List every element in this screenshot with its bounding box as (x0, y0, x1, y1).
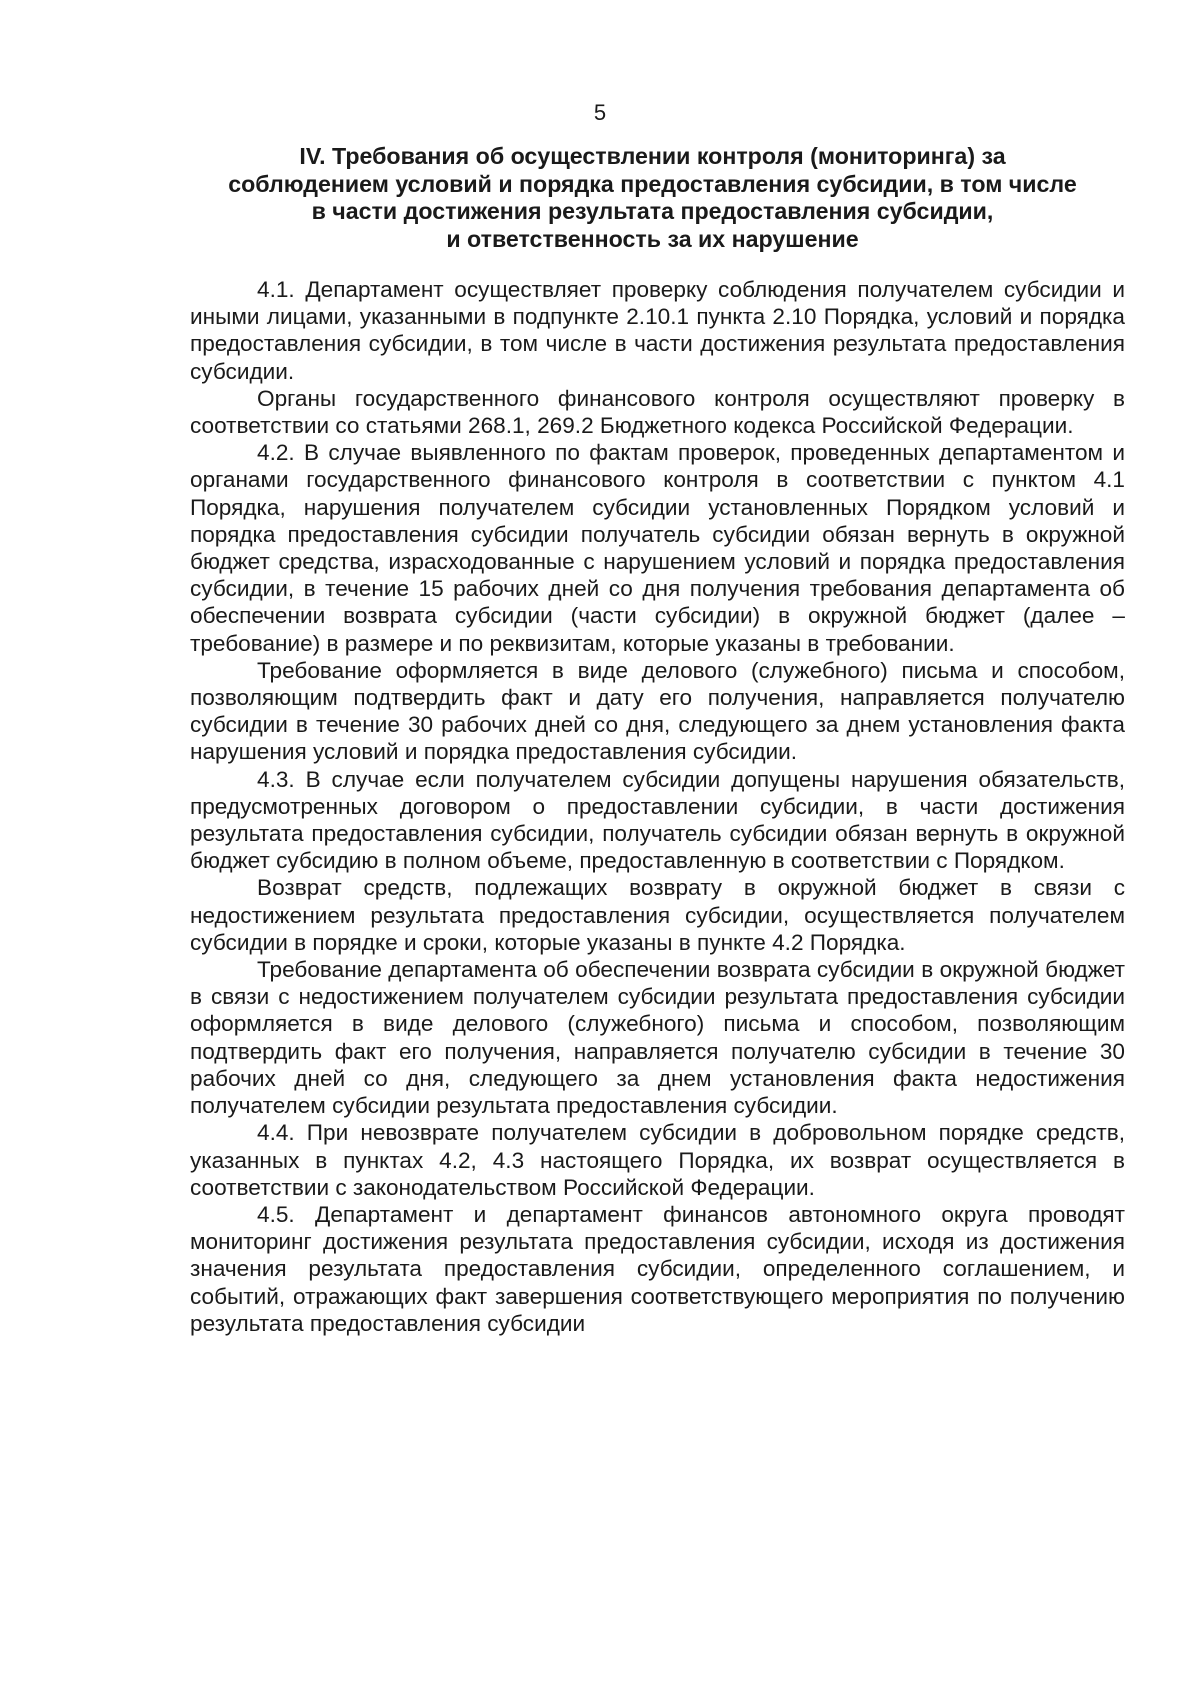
section-heading-line: в части достижения результата предоставления субсидии, (311, 198, 994, 224)
paragraph-control-bodies: Органы государственного финансового контроля осуществляют проверку в соответствии со статьями 268.1, 269.2 Бюджетного кодекса Российской Федерации. (190, 385, 1125, 439)
paragraph-4-4: 4.4. При невозврате получателем субсидии в добровольном порядке средств, указанных в пунктах 4.2, 4.3 настоящего Порядка, их возврат осуществляется в соответствии с законодательством Российской Федерации. (190, 1120, 1125, 1200)
section-heading (170, 143, 1135, 253)
section-heading-line: соблюдением условий и порядка предоставления субсидии, в том числе (228, 170, 1077, 197)
page-number: 5 (593, 100, 607, 125)
document-body (190, 276, 1125, 1337)
section-heading-line: и ответственность за их нарушение (446, 225, 859, 252)
paragraph-refund-requirement: Требование департамента об обеспечении возврата субсидии в окружной бюджет в связи с недостижением получателем субсидии результата предоставления субсидии оформляется в виде делового (служебного) письма и способом, позволяющим подтвердить факт его получения, направляется получателю субсидии в течение 30 рабочих дней со дня, следующего за днем установления факта недостижения получателем субсидии результата предоставления субсидии. (190, 957, 1125, 1119)
paragraph-4-5: 4.5. Департамент и департамент финансов автономного округа проводят мониторинг достижения результата предоставления субсидии, исходя из достижения значения результата предоставления субсидии, определенного соглашением, и событий, отражающих факт завершения соответствующего мероприятия по получению результата предоставления субсидии (190, 1201, 1125, 1336)
section-heading-line: IV. Требования об осуществлении контроля (мониторинга) за (299, 143, 1006, 169)
paragraph-4-1: 4.1. Департамент осуществляет проверку соблюдения получателем субсидии и иными лицами, указанными в подпункте 2.10.1 пункта 2.10 Порядка, условий и порядка предоставления субсидии, в том числе в части достижения результата предоставления субсидии. (190, 277, 1125, 384)
paragraph-requirement-letter: Требование оформляется в виде делового (служебного) письма и способом, позволяющим подтвердить факт и дату его получения, направляется получателю субсидии в течение 30 рабочих дней со дня, следующего за днем установления факта нарушения условий и порядка предоставления субсидии. (190, 657, 1125, 765)
paragraph-4-2: 4.2. В случае выявленного по фактам проверок, проведенных департаментом и органами государственного финансового контроля в соответствии с пунктом 4.1 Порядка, нарушения получателем субсидии установленных Порядком условий и порядка предоставления субсидии получатель субсидии обязан вернуть в окружной бюджет средства, израсходованные с нарушением условий и порядка предоставления субсидии, в течение 15 рабочих дней со дня получения требования департамента об обеспечении возврата субсидии (части субсидии) в окружной бюджет (далее – требование) в размере и по реквизитам, которые указаны в требовании. (190, 440, 1125, 656)
paragraph-refund-procedure: Возврат средств, подлежащих возврату в окружной бюджет в связи с недостижением результата предоставления субсидии, осуществляется получателем субсидии в порядке и сроки, которые указаны в пункте 4.2 Порядка. (190, 875, 1125, 955)
paragraph-4-3: 4.3. В случае если получателем субсидии допущены нарушения обязательств, предусмотренных договором о предоставлении субсидии, в части достижения результата предоставления субсидии, получатель субсидии обязан вернуть в окружной бюджет субсидию в полном объеме, предоставленную в соответствии с Порядком. (190, 766, 1125, 874)
